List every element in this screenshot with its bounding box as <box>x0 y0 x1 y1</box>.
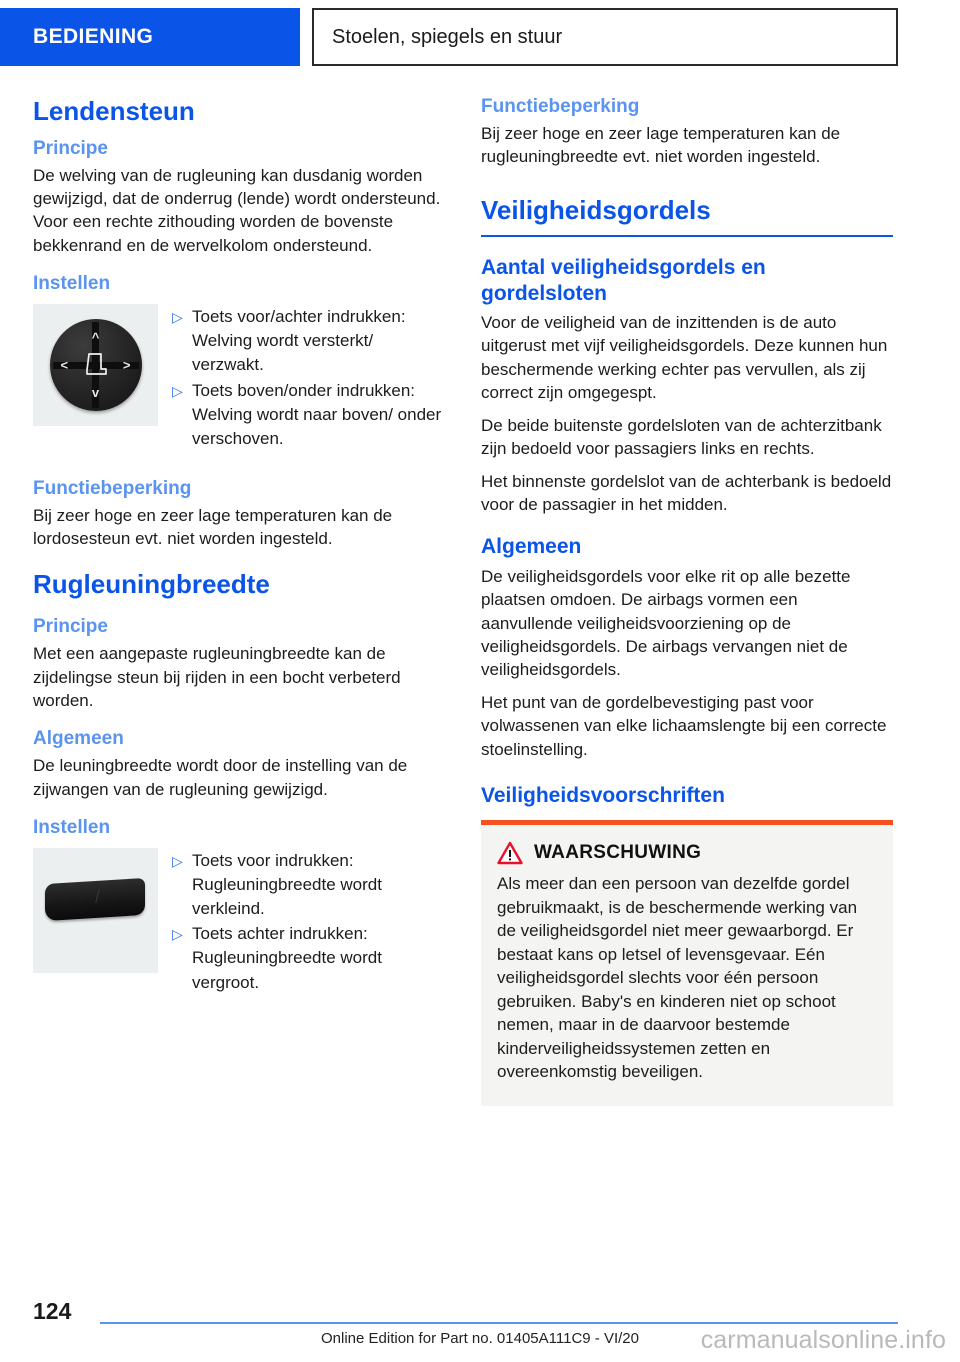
paragraph-functiebeperking: Bij zeer hoge en zeer lage temperaturen kan de lordosesteun evt. niet worden ingesteld. <box>33 505 393 549</box>
list-item <box>170 305 445 377</box>
heading-functiebeperking: Functiebeperking <box>33 477 192 499</box>
instellen2-steps-list <box>170 848 445 996</box>
heading-functiebeperking-right: Functiebeperking <box>481 96 640 117</box>
seat-lumbar-control-button-image <box>33 304 158 426</box>
instellen-figure-row <box>33 304 445 452</box>
list-item <box>170 922 445 994</box>
bullet-arrow-icon: ▷ <box>172 926 183 943</box>
warning-box <box>481 820 893 1105</box>
step-result: Welving wordt naar boven/ onder verschoven. <box>192 404 442 448</box>
heading-principe: Principe <box>33 137 108 159</box>
heading-instellen-2: Instellen <box>33 817 111 839</box>
chevron-down-icon: v <box>91 385 100 401</box>
section-tab <box>312 8 898 66</box>
page-title-2: Rugleuningbreedte <box>33 568 270 599</box>
page-title: Lendensteun <box>33 96 195 126</box>
step-action: Toets voor/achter indrukken: <box>192 307 406 327</box>
warning-text: Als meer dan een persoon van dezelfde gordel gebruikmaakt, is de beschermende werking van de veiligheidsgordel niet meer gewaarborgd. Er bestaat kans op letsel of levensgevaar. Eén veiligheidsgordel slechts voor één persoon gebruiken. Baby's en kinderen niet op schoot nemen, maar in de daarvoor bestemde kinderveiligheidssystemen zetten en overeenkomstig beveiligen. <box>497 874 858 1082</box>
bullet-arrow-icon: ▷ <box>172 382 183 399</box>
paragraph-principe: De welving van de rugleuning kan dusdanig worden gewijzigd, dat de onderrug (lende) wordt ondersteund. Voor een rechte zithouding worden de bovenste bekkenrand en de wervelkolom ondersteund. <box>33 165 441 255</box>
chapter-label: BEDIENING <box>33 25 154 48</box>
paragraph-aantal-3: Het binnenste gordelslot van de achterbank is bedoeld voor de passagier in het midden. <box>481 471 892 514</box>
chevron-right-icon: > <box>122 357 131 373</box>
section-label: Stoelen, spiegels en stuur <box>332 25 563 48</box>
watermark-text: carmanualsonline.info <box>700 1326 946 1354</box>
step-result: Rugleuningbreedte wordt verkleind. <box>192 875 382 919</box>
backrest-width-rocker-switch-image <box>33 848 158 973</box>
paragraph-algemeen-1: De veiligheidsgordels voor elke rit op alle bezette plaatsen omdoen. De airbags vormen een aanvullende veiligheidsvoorziening op de veiligheidsgordels. De airbags vervangen niet de veiligheidsgordels. <box>481 566 851 680</box>
step-result: Rugleuningbreedte wordt vergroot. <box>192 948 382 992</box>
left-column <box>33 96 445 996</box>
step-action: Toets voor indrukken: <box>192 850 354 870</box>
chevron-up-icon: ^ <box>91 330 100 346</box>
paragraph-principe-2: Met een aangepaste rugleuningbreedte kan de zijdelingse steun bij rijden in een bocht verbeterd worden. <box>33 644 401 710</box>
step-action: Toets boven/onder indrukken: <box>192 380 416 400</box>
list-item <box>170 379 445 451</box>
right-column <box>481 96 893 1106</box>
page-footer <box>0 1290 960 1362</box>
page-header <box>0 8 960 66</box>
warning-title: WAARSCHUWING <box>534 842 702 864</box>
paragraph-algemeen: De leuningbreedte wordt door de instelling van de zijwangen van de rugleuning gewijzigd. <box>33 756 408 799</box>
seat-icon <box>81 350 111 380</box>
heading-principe-2: Principe <box>33 616 108 638</box>
bullet-arrow-icon: ▷ <box>172 852 183 869</box>
footer-divider <box>100 1322 898 1324</box>
instellen2-figure-row <box>33 848 445 996</box>
lumbar-knob-icon <box>50 319 142 411</box>
paragraph-algemeen-2: Het punt van de gordelbevestiging past voor volwassenen van elke lichaamslengte bij een correcte stoelinstelling. <box>481 692 887 759</box>
step-action: Toets achter indrukken: <box>192 924 368 944</box>
heading-algemeen: Algemeen <box>33 728 124 750</box>
step-result: Welving wordt versterkt/ verzwakt. <box>192 331 374 375</box>
heading-instellen: Instellen <box>33 273 111 295</box>
list-item <box>170 849 445 921</box>
heading-veiligheidsvoorschriften: Veiligheidsvoorschriften <box>481 784 725 808</box>
section-title-veiligheidsgordels: Veiligheidsgordels <box>481 195 893 238</box>
bullet-arrow-icon: ▷ <box>172 309 183 326</box>
rocker-switch-icon <box>45 878 145 921</box>
chevron-left-icon: < <box>60 357 69 373</box>
chapter-tab <box>0 8 300 66</box>
heading-aantal-gordels: Aantal veiligheidsgordels en gordelsloten <box>481 256 766 305</box>
warning-header <box>497 841 877 865</box>
instellen-steps-list <box>170 304 445 452</box>
footer-caption: Online Edition for Part no. 01405A111C9 - VI/20 <box>321 1330 639 1347</box>
warning-triangle-icon <box>497 841 523 865</box>
paragraph-functiebeperking-right: Bij zeer hoge en zeer lage temperaturen kan de rugleuningbreedte evt. niet worden ingesteld. <box>481 123 841 167</box>
page-number: 124 <box>33 1298 72 1324</box>
paragraph-aantal-2: De beide buitenste gordelsloten van de achterzitbank zijn bedoeld voor passagiers links en rechts. <box>481 415 882 459</box>
heading-algemeen-right: Algemeen <box>481 535 582 559</box>
paragraph-aantal-1: Voor de veiligheid van de inzittenden is de auto uitgerust met vijf veiligheidsgordels. Deze kunnen hun beschermende werking echter pas vervullen, als zij correct zijn omgegespt. <box>481 312 888 403</box>
